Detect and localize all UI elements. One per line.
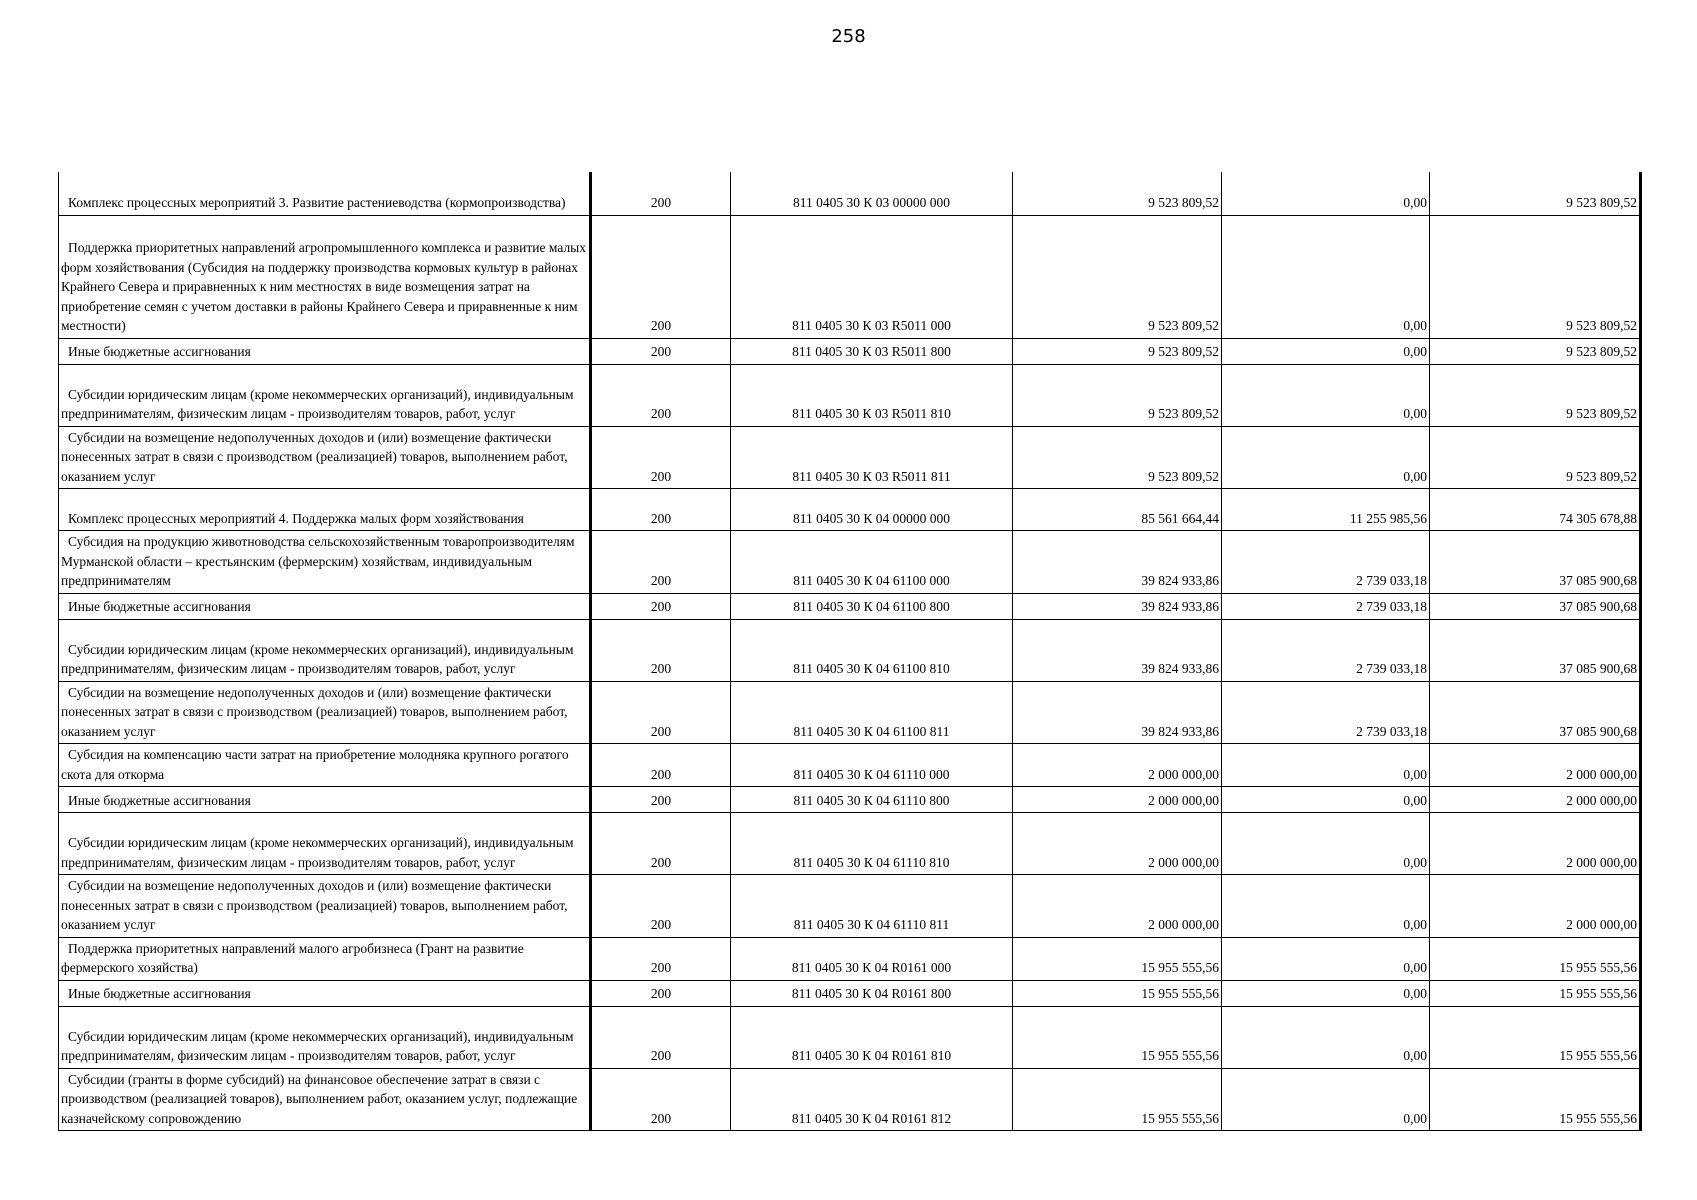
row-value-3: 15 955 555,56 — [1430, 1068, 1641, 1131]
row-budget-code: 811 0405 30 К 03 00000 000 — [731, 172, 1013, 215]
row-budget-code: 811 0405 30 К 04 61110 811 — [731, 875, 1013, 938]
row-budget-code: 811 0405 30 К 04 R0161 812 — [731, 1068, 1013, 1131]
row-value-2: 2 739 033,18 — [1222, 619, 1430, 681]
row-value-1: 9 523 809,52 — [1013, 426, 1222, 489]
row-budget-code: 811 0405 30 К 04 R0161 800 — [731, 980, 1013, 1006]
row-name: Иные бюджетные ассигнования — [59, 980, 591, 1006]
row-name: Иные бюджетные ассигнования — [59, 593, 591, 619]
row-budget-code: 811 0405 30 К 04 61100 811 — [731, 681, 1013, 744]
row-admin-code: 200 — [591, 787, 731, 813]
row-value-2: 0,00 — [1222, 875, 1430, 938]
table-row — [59, 744, 1641, 787]
row-admin-code: 200 — [591, 364, 731, 426]
row-value-3: 9 523 809,52 — [1430, 426, 1641, 489]
table-row — [59, 172, 1641, 215]
table-row — [59, 1068, 1641, 1131]
row-value-3: 37 085 900,68 — [1430, 593, 1641, 619]
row-budget-code: 811 0405 30 К 03 R5011 800 — [731, 338, 1013, 364]
row-value-2: 0,00 — [1222, 980, 1430, 1006]
table-row — [59, 215, 1641, 338]
row-value-1: 15 955 555,56 — [1013, 937, 1222, 980]
row-value-3: 74 305 678,88 — [1430, 489, 1641, 531]
row-value-2: 0,00 — [1222, 937, 1430, 980]
row-name: Субсидии на возмещение недополученных доходов и (или) возмещение фактически понесенных затрат в связи с производством (реализацией) товаров, выполнением работ, оказанием услуг — [59, 875, 591, 938]
row-value-3: 15 955 555,56 — [1430, 980, 1641, 1006]
row-admin-code: 200 — [591, 338, 731, 364]
table-row — [59, 681, 1641, 744]
row-admin-code: 200 — [591, 172, 731, 215]
row-admin-code: 200 — [591, 531, 731, 594]
row-admin-code: 200 — [591, 681, 731, 744]
row-value-1: 9 523 809,52 — [1013, 215, 1222, 338]
row-budget-code: 811 0405 30 К 03 R5011 000 — [731, 215, 1013, 338]
row-value-1: 15 955 555,56 — [1013, 1068, 1222, 1131]
row-value-2: 2 739 033,18 — [1222, 593, 1430, 619]
row-value-1: 2 000 000,00 — [1013, 744, 1222, 787]
row-admin-code: 200 — [591, 619, 731, 681]
row-value-2: 0,00 — [1222, 787, 1430, 813]
row-value-3: 9 523 809,52 — [1430, 215, 1641, 338]
row-value-3: 2 000 000,00 — [1430, 875, 1641, 938]
row-budget-code: 811 0405 30 К 04 61110 800 — [731, 787, 1013, 813]
row-value-1: 39 824 933,86 — [1013, 531, 1222, 594]
row-admin-code: 200 — [591, 813, 731, 875]
budget-table — [58, 172, 1642, 1131]
row-value-1: 15 955 555,56 — [1013, 980, 1222, 1006]
table-row — [59, 364, 1641, 426]
table-row — [59, 980, 1641, 1006]
row-budget-code: 811 0405 30 К 04 61110 000 — [731, 744, 1013, 787]
row-value-2: 0,00 — [1222, 215, 1430, 338]
row-value-2: 11 255 985,56 — [1222, 489, 1430, 531]
row-budget-code: 811 0405 30 К 04 61100 800 — [731, 593, 1013, 619]
table-row — [59, 813, 1641, 875]
row-value-3: 37 085 900,68 — [1430, 619, 1641, 681]
row-admin-code: 200 — [591, 744, 731, 787]
row-admin-code: 200 — [591, 426, 731, 489]
row-value-1: 39 824 933,86 — [1013, 593, 1222, 619]
row-budget-code: 811 0405 30 К 04 61110 810 — [731, 813, 1013, 875]
row-value-1: 9 523 809,52 — [1013, 172, 1222, 215]
row-admin-code: 200 — [591, 937, 731, 980]
table-row — [59, 531, 1641, 594]
row-name: Субсидии на возмещение недополученных доходов и (или) возмещение фактически понесенных затрат в связи с производством (реализацией) товаров, выполнением работ, оказанием услуг — [59, 681, 591, 744]
row-value-1: 39 824 933,86 — [1013, 619, 1222, 681]
row-admin-code: 200 — [591, 1068, 731, 1131]
row-value-1: 2 000 000,00 — [1013, 813, 1222, 875]
row-value-1: 2 000 000,00 — [1013, 787, 1222, 813]
row-value-2: 0,00 — [1222, 813, 1430, 875]
row-admin-code: 200 — [591, 215, 731, 338]
table-row — [59, 338, 1641, 364]
row-value-3: 37 085 900,68 — [1430, 531, 1641, 594]
table-row — [59, 787, 1641, 813]
row-budget-code: 811 0405 30 К 04 61100 000 — [731, 531, 1013, 594]
row-budget-code: 811 0405 30 К 04 R0161 810 — [731, 1006, 1013, 1068]
row-admin-code: 200 — [591, 489, 731, 531]
row-value-2: 0,00 — [1222, 338, 1430, 364]
row-budget-code: 811 0405 30 К 04 61100 810 — [731, 619, 1013, 681]
row-value-3: 9 523 809,52 — [1430, 338, 1641, 364]
row-value-3: 9 523 809,52 — [1430, 172, 1641, 215]
row-name: Субсидии юридическим лицам (кроме некоммерческих организаций), индивидуальным предпринимателям, физическим лицам - производителям товаров, работ, услуг — [59, 1006, 591, 1068]
row-value-1: 9 523 809,52 — [1013, 338, 1222, 364]
row-name: Комплекс процессных мероприятий 3. Развитие растениеводства (кормопроизводства) — [59, 172, 591, 215]
row-name: Субсидия на компенсацию части затрат на приобретение молодняка крупного рогатого скота для откорма — [59, 744, 591, 787]
row-value-3: 2 000 000,00 — [1430, 787, 1641, 813]
table-row — [59, 593, 1641, 619]
row-value-1: 39 824 933,86 — [1013, 681, 1222, 744]
row-budget-code: 811 0405 30 К 03 R5011 811 — [731, 426, 1013, 489]
row-value-3: 15 955 555,56 — [1430, 1006, 1641, 1068]
row-budget-code: 811 0405 30 К 04 R0161 000 — [731, 937, 1013, 980]
row-value-1: 9 523 809,52 — [1013, 364, 1222, 426]
row-budget-code: 811 0405 30 К 04 00000 000 — [731, 489, 1013, 531]
row-budget-code: 811 0405 30 К 03 R5011 810 — [731, 364, 1013, 426]
row-value-1: 85 561 664,44 — [1013, 489, 1222, 531]
row-name: Субсидия на продукцию животноводства сельскохозяйственным товаропроизводителям Мурманской области – крестьянским (фермерским) хозяйствам, индивидуальным предпринимателям — [59, 531, 591, 594]
row-name: Поддержка приоритетных направлений агропромышленного комплекса и развитие малых форм хозяйствования (Субсидия на поддержку производства кормовых культур в районах Крайнего Севера и приравненных к ним местностях в виде возмещения затрат на приобретение семян с учетом доставки в районы Крайнего Севера и приравненные к ним местности) — [59, 215, 591, 338]
row-value-3: 2 000 000,00 — [1430, 813, 1641, 875]
table-row — [59, 1006, 1641, 1068]
row-value-2: 0,00 — [1222, 364, 1430, 426]
row-value-2: 0,00 — [1222, 1006, 1430, 1068]
row-name: Иные бюджетные ассигнования — [59, 338, 591, 364]
row-value-2: 0,00 — [1222, 426, 1430, 489]
table-row — [59, 426, 1641, 489]
row-name: Субсидии юридическим лицам (кроме некоммерческих организаций), индивидуальным предпринимателям, физическим лицам - производителям товаров, работ, услуг — [59, 364, 591, 426]
row-admin-code: 200 — [591, 1006, 731, 1068]
row-name: Субсидии юридическим лицам (кроме некоммерческих организаций), индивидуальным предпринимателям, физическим лицам - производителям товаров, работ, услуг — [59, 813, 591, 875]
row-value-2: 0,00 — [1222, 744, 1430, 787]
row-value-2: 0,00 — [1222, 1068, 1430, 1131]
row-name: Субсидии (гранты в форме субсидий) на финансовое обеспечение затрат в связи с производством (реализацией товаров), выполнением работ, оказанием услуг, подлежащие казначейскому сопровождению — [59, 1068, 591, 1131]
row-value-3: 2 000 000,00 — [1430, 744, 1641, 787]
row-name: Иные бюджетные ассигнования — [59, 787, 591, 813]
row-value-3: 15 955 555,56 — [1430, 937, 1641, 980]
row-value-2: 2 739 033,18 — [1222, 531, 1430, 594]
table-row — [59, 937, 1641, 980]
table-row — [59, 875, 1641, 938]
row-admin-code: 200 — [591, 875, 731, 938]
row-value-2: 0,00 — [1222, 172, 1430, 215]
row-name: Субсидии юридическим лицам (кроме некоммерческих организаций), индивидуальным предпринимателям, физическим лицам - производителям товаров, работ, услуг — [59, 619, 591, 681]
row-value-1: 2 000 000,00 — [1013, 875, 1222, 938]
row-value-1: 15 955 555,56 — [1013, 1006, 1222, 1068]
row-name: Комплекс процессных мероприятий 4. Поддержка малых форм хозяйствования — [59, 489, 591, 531]
row-value-3: 37 085 900,68 — [1430, 681, 1641, 744]
row-admin-code: 200 — [591, 593, 731, 619]
row-value-3: 9 523 809,52 — [1430, 364, 1641, 426]
table-row — [59, 619, 1641, 681]
page-number: 258 — [831, 26, 866, 47]
table-row — [59, 489, 1641, 531]
row-value-2: 2 739 033,18 — [1222, 681, 1430, 744]
row-admin-code: 200 — [591, 980, 731, 1006]
row-name: Субсидии на возмещение недополученных доходов и (или) возмещение фактически понесенных затрат в связи с производством (реализацией) товаров, выполнением работ, оказанием услуг — [59, 426, 591, 489]
row-name: Поддержка приоритетных направлений малого агробизнеса (Грант на развитие фермерского хозяйства) — [59, 937, 591, 980]
